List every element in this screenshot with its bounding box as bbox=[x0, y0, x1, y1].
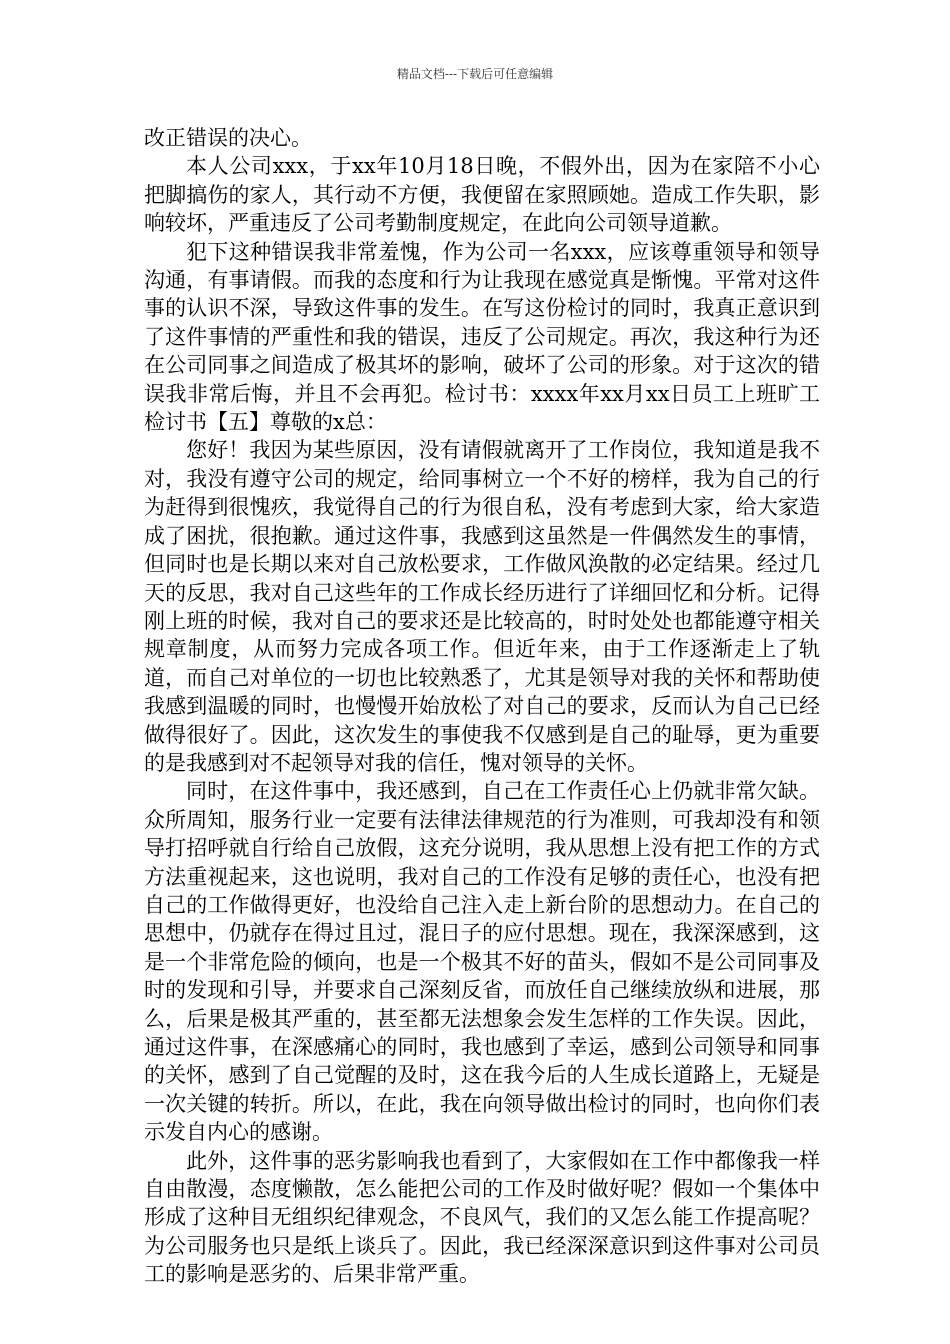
paragraph: 您好！我因为某些原因，没有请假就离开了工作岗位，我知道是我不对，我没有遵守公司的规定，给同事树立一个不好的榜样，我为自己的行为赶得到很愧疚，我觉得自己的行为很自私，没有考虑到大家，给大家造成了困扰，很抱歉。通过这件事，我感到这虽然是一件偶然发生的事情，但同时也是长期以来对自己放松要求，工作做风涣散的必定结果。经过几天的反思，我对自己这些年的工作成长经历进行了详细回忆和分析。记得刚上班的时候，我对自己的要求还是比较高的，时时处处也都能遵守相关规章制度，从而努力完成各项工作。但近年来，由于工作逐渐走上了轨道，而自己对单位的一切也比较熟悉了，尤其是领导对我的关怀和帮助使我感到温暖的同时，也慢慢开始放松了对自己的要求，反而认为自己已经做得很好了。因此，这次发生的事使我不仅感到是自己的耻辱，更为重要的是我感到对不起领导对我的信任，愧对领导的关怀。 bbox=[144, 438, 820, 775]
paragraph-continuation: 改正错误的决心。 bbox=[144, 126, 312, 150]
page-header: 精品文档---下载后可任意编辑 bbox=[396, 67, 554, 81]
document-body bbox=[144, 124, 820, 1289]
paragraph: 本人公司xxx，于xx年10月18日晚，不假外出，因为在家陪不小心把脚搞伤的家人，其行动不方便，我便留在家照顾她。造成工作失职，影响较坏，严重违反了公司考勤制度规定，在此向公司领导道歉。 bbox=[144, 154, 820, 236]
paragraph: 同时，在这件事中，我还感到，自己在工作责任心上仍就非常欠缺。众所周知，服务行业一定要有法律法律规范的行为准则，可我却没有和领导打招呼就自行给自己放假，这充分说明，我从思想上没有把工作的方式方法重视起来，这也说明，我对自己的工作没有足够的责任心，也没有把自己的工作做得更好，也没给自己注入走上新台阶的思想动力。在自己的思想中，仍就存在得过且过，混日子的应付思想。现在，我深深感到，这是一个非常危险的倾向，也是一个极其不好的苗头，假如不是公司同事及时的发现和引导，并要求自己深刻反省，而放任自己继续放纵和进展，那么，后果是极其严重的，甚至都无法想象会发生怎样的工作失误。因此，通过这件事，在深感痛心的同时，我也感到了幸运，感到公司领导和同事的关怀，感到了自己觉醒的及时，这在我今后的人生成长道路上，无疑是一次关键的转折。所以，在此，我在向领导做出检讨的同时，也向你们表示发自内心的感谢。 bbox=[144, 779, 820, 1145]
paragraph: 犯下这种错误我非常羞愧，作为公司一名xxx，应该尊重领导和领导沟通，有事请假。而我的态度和行为让我现在感觉真是惭愧。平常对这件事的认识不深，导致这件事的发生。在写这份检讨的同时，我真正意识到了这件事情的严重性和我的错误，违反了公司规定。再次，我这种行为还在公司同事之间造成了极其坏的影响，破坏了公司的形象。对于这次的错误我非常后悔，并且不会再犯。检讨书：xxxx年xx月xx日员工上班旷工检讨书【五】尊敬的x总： bbox=[144, 239, 820, 435]
paragraph: 此外，这件事的恶劣影响我也看到了，大家假如在工作中都像我一样自由散漫，态度懒散，怎么能把公司的工作及时做好呢？假如一个集体中形成了这种目无组织纪律观念，不良风气，我们的又怎么能工作提高呢？为公司服务也只是纸上谈兵了。因此，我已经深深意识到这件事对公司员工的影响是恶劣的、后果非常严重。 bbox=[144, 1148, 820, 1287]
